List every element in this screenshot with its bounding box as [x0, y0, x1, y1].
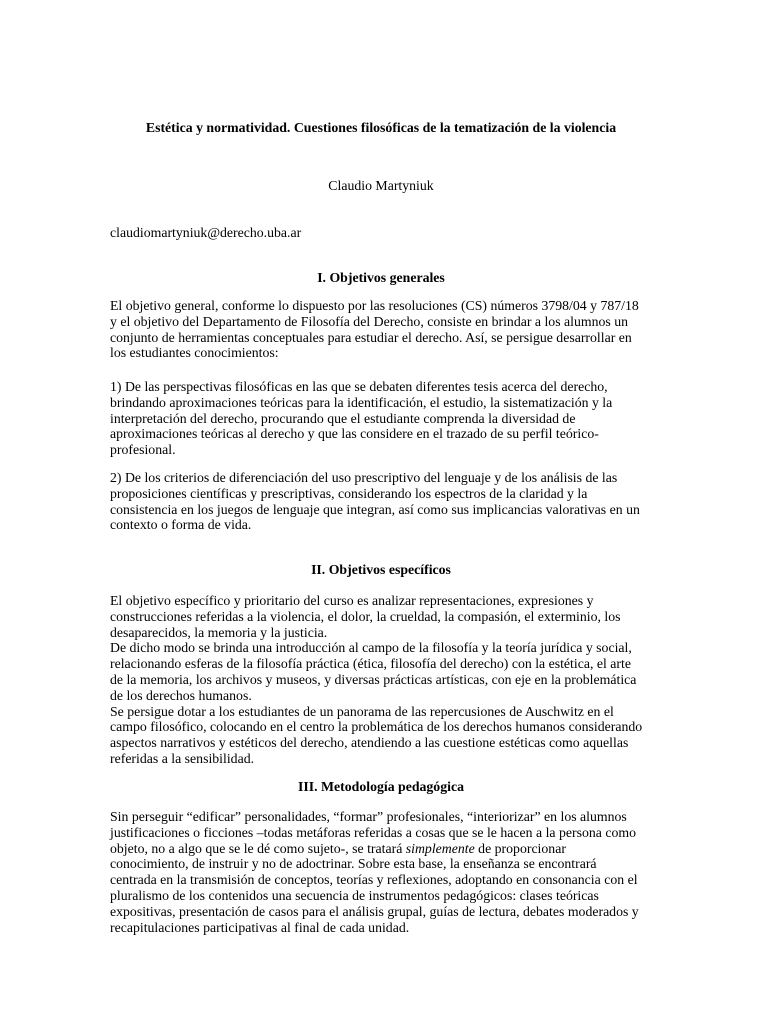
paragraph-line: profesional.: [110, 442, 176, 458]
paragraph-line: proposiciones científicas y prescriptivas, considerando los espectros de la claridad y la: [110, 485, 588, 501]
paragraph-line: conocimiento, de instruir y no de adoctrinar. Sobre esta base, la enseñanza se encontrará: [110, 856, 597, 872]
section-heading: II. Objetivos específicos: [311, 562, 451, 577]
paragraph-line: expositivas, presentación de casos para el análisis grupal, guías de lectura, debates moderados y: [110, 903, 639, 919]
paragraph-line: El objetivo específico y prioritario del curso es analizar representaciones, expresiones y: [110, 593, 594, 608]
paragraph: [110, 470, 670, 533]
paragraph: [110, 704, 670, 767]
paragraph-line: 1) De las perspectivas filosóficas en las que se debaten diferentes tesis acerca del derecho,: [110, 379, 608, 394]
line-segment: objeto, no a algo que se le dé como sujeto-, se tratará: [110, 840, 406, 856]
paragraph-line: contexto o forma de vida.: [110, 517, 252, 533]
paragraph-line: conjunto de herramientas conceptuales para estudiar el derecho. Así, se persigue desarrollar en: [110, 329, 632, 345]
paragraph-line: aspectos narrativos y estéticos del derecho, atendiendo a las cuestione estéticas como aquellas: [110, 735, 629, 751]
paragraph-line: 2) De los criterios de diferenciación del uso prescriptivo del lenguaje y de los análisis de las: [110, 470, 618, 485]
paragraph-group: [110, 593, 670, 767]
paragraph-line: los estudiantes conocimientos:: [110, 345, 279, 361]
author-email: claudiomartyniuk@derecho.uba.ar: [110, 225, 302, 240]
paragraph: [110, 593, 670, 640]
paragraph-line: De dicho modo se brinda una introducción al campo de la filosofía y la teoría jurídica y social,: [110, 640, 632, 656]
paragraph-line: desaparecidos, la memoria y la justicia.: [110, 624, 328, 640]
paragraph-line: Sin perseguir “edificar” personalidades, “formar” profesionales, “interiorizar” en los alumnos: [110, 809, 627, 824]
emphasized-word: simplemente: [405, 840, 475, 856]
document-title: Estética y normatividad. Cuestiones filosóficas de la tematización de la violencia: [145, 120, 617, 135]
paragraph-line: de la memoria, los archivos y museos, y diversas prácticas artísticas, con eje en la problemática: [110, 671, 637, 687]
author-name: Claudio Martyniuk: [328, 178, 434, 193]
paragraph-line: Se persigue dotar a los estudiantes de un panorama de las repercusiones de Auschwitz en el: [110, 703, 614, 719]
paragraph-line: recapitulaciones participativas al final de cada unidad.: [110, 919, 410, 935]
line-segment: de proporcionar: [474, 840, 566, 856]
paragraph-line: El objetivo general, conforme lo dispuesto por las resoluciones (CS) números 3798/04 y 787/18: [110, 298, 639, 313]
paragraph-line: interpretación del derecho, procurando que el estudiante comprenda la diversidad de: [110, 410, 576, 426]
section-heading: III. Metodología pedagógica: [298, 779, 464, 794]
paragraph: [110, 379, 670, 458]
paragraph-line: relacionando esferas de la filosofía práctica (ética, filosofía del derecho) con la estética, el arte: [110, 656, 631, 672]
paragraph-line: centrada en la transmisión de conceptos, teorías y reflexiones, adoptando en consonancia con el: [110, 872, 638, 888]
section-heading: I. Objetivos generales: [317, 270, 445, 285]
paragraph: [110, 298, 670, 361]
paragraph-line: referidas a la sensibilidad.: [110, 750, 255, 766]
paragraph: [110, 640, 670, 703]
paragraph: [110, 809, 670, 935]
paragraph-line: pluralismo de los contenidos una secuencia de instrumentos pedagógicos: clases teóricas: [110, 887, 599, 903]
paragraph-line: y el objetivo del Departamento de Filosofía del Derecho, consiste en brindar a los alumnos un: [110, 313, 629, 329]
paragraph-line: campo filosófico, colocando en el centro la problemática de los derechos humanos considerando: [110, 719, 643, 735]
paragraph-line: consistencia en los juegos de lenguaje que integran, así como sus implicancias valorativas en un: [110, 501, 640, 517]
paragraph-line: de los derechos humanos.: [110, 687, 252, 703]
paragraph-line: construcciones referidas a la violencia, el dolor, la crueldad, la compasión, el exterminio, los: [110, 608, 621, 624]
paragraph-line: [110, 841, 670, 857]
paragraph-line: justificaciones o ficciones –todas metáforas referidas a cosas que se le hacen a la persona como: [110, 824, 636, 840]
paragraph-line: brindando aproximaciones teóricas para la identificación, el estudio, la sistematización y la: [110, 394, 613, 410]
author-email-block: [110, 225, 670, 241]
paragraph-line: aproximaciones teóricas al derecho y que las considere en el trazado de su perfil teórico-: [110, 426, 599, 442]
